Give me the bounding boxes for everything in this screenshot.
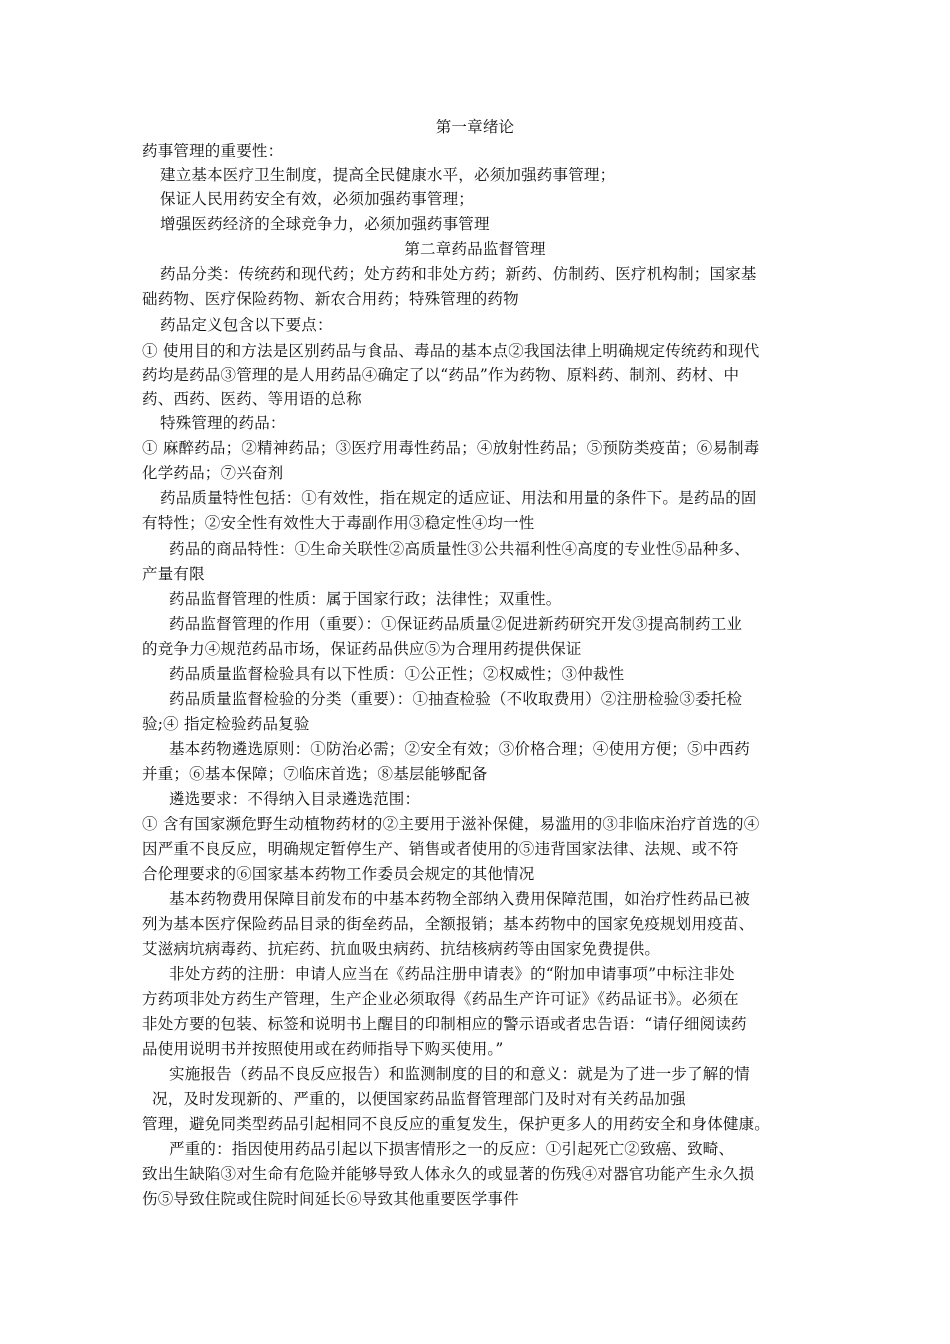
text-line: 管理，避免同类型药品引起相同不良反应的重复发生，保护更多人的用药安全和身体健康。 [142, 1115, 771, 1133]
text-line: 有特性；②安全性有效性大于毒副作用③稳定性④均一性 [142, 514, 535, 532]
chapter1-heading: 药事管理的重要性： [142, 142, 284, 160]
chapter1-title: 第一章绪论 [435, 118, 515, 136]
text-line: 基本药物遴选原则：①防治必需；②安全有效；③价格合理；④使用方便；⑤中西药 [169, 740, 750, 758]
text-line: 致出生缺陷③对生命有危险并能够导致人体永久的或显著的伤残④对器官功能产生永久损 [142, 1165, 755, 1183]
text-line: ① 使用目的和方法是区别药品与食品、毒品的基本点②我国法律上明确规定传统药和现代 [142, 342, 760, 360]
text-line: 药品质量监督检验具有以下性质：①公正性；②权威性；③仲裁性 [169, 665, 625, 683]
text-line: 严重的：指因使用药品引起以下损害情形之一的反应：①引起死亡②致癌、致畸、 [169, 1140, 735, 1158]
text-line: 遴选要求：不得纳入目录遴选范围： [169, 790, 421, 808]
text-line: 药、西药、医药、等用语的总称 [142, 390, 362, 408]
text-line: 实施报告（药品不良反应报告）和监测制度的目的和意义：就是为了进一步了解的情 [169, 1065, 750, 1083]
text-line: 基本药物费用保障目前发布的中基本药物全部纳入费用保障范围，如治疗性药品已被 [169, 890, 750, 908]
chapter2-title: 第二章药品监督管理 [404, 240, 546, 258]
text-line: 药品监督管理的作用（重要）：①保证药品质量②促进新药研究开发③提高制药工业 [169, 615, 743, 633]
text-line: 方药项非处方药生产管理，生产企业必须取得《药品生产许可证》《药品证书》。必须在 [142, 990, 739, 1008]
text-line: 列为基本医疗保险药品目录的街垒药品，全额报销；基本药物中的国家免疫规划用疫苗、 [142, 915, 755, 933]
chapter1-point-1: 建立基本医疗卫生制度，提高全民健康水平，必须加强药事管理； [160, 166, 616, 184]
text-line: 合伦理要求的⑥国家基本药物工作委员会规定的其他情况 [142, 865, 535, 883]
text-line: 品使用说明书并按照使用或在药师指导下购买使用。” [142, 1040, 504, 1058]
text-line: 因严重不良反应，明确规定暂停生产、销售或者使用的⑤违背国家法律、法规、或不符 [142, 840, 739, 858]
text-line: 并重；⑥基本保障；⑦临床首选；⑧基层能够配备 [142, 765, 488, 783]
text-line: 况，及时发现新的、严重的，以便国家药品监督管理部门及时对有关药品加强 [152, 1090, 686, 1108]
text-line: 药品的商品特性：①生命关联性②高质量性③公共福利性④高度的专业性⑤品种多、 [169, 540, 750, 558]
text-line: 验;④ 指定检验药品复验 [142, 715, 310, 733]
text-line: 药品分类：传统药和现代药；处方药和非处方药；新药、仿制药、医疗机构制；国家基 [160, 265, 757, 283]
text-line: 特殊管理的药品： [160, 414, 286, 432]
text-line: ① 含有国家濒危野生动植物药材的②主要用于滋补保健，易滥用的③非临床治疗首选的④ [142, 815, 760, 833]
text-line: 非处方药的注册：申请人应当在《药品注册申请表》的“附加申请事项”中标注非处 [169, 965, 735, 983]
text-line: 伤⑤导致住院或住院时间延长⑥导致其他重要医学事件 [142, 1190, 519, 1208]
text-line: 产量有限 [142, 565, 205, 583]
text-line: 艾滋病坑病毒药、抗疟药、抗血吸虫病药、抗结核病药等由国家免费提供。 [142, 940, 661, 958]
text-line: 药品定义包含以下要点： [160, 316, 333, 334]
text-line: 药均是药品③管理的是人用药品④确定了以“药品”作为药物、原料药、制剂、药材、中 [142, 366, 740, 384]
text-line: 化学药品；⑦兴奋剂 [142, 464, 284, 482]
text-line: 药品质量特性包括：①有效性，指在规定的适应证、用法和用量的条件下。是药品的固 [160, 489, 757, 507]
text-line: 非处方要的包装、标签和说明书上醒目的印制相应的警示语或者忠告语：“请仔细阅读药 [142, 1015, 747, 1033]
text-line: 的竞争力④规范药品市场，保证药品供应⑤为合理用药提供保证 [142, 640, 582, 658]
text-line: ① 麻醉药品；②精神药品；③医疗用毒性药品；④放射性药品；⑤预防类疫苗；⑥易制毒 [142, 439, 760, 457]
text-line: 药品监督管理的性质：属于国家行政；法律性；双重性。 [169, 590, 562, 608]
text-line: 础药物、医疗保险药物、新农合用药；特殊管理的药物 [142, 290, 519, 308]
text-line: 药品质量监督检验的分类（重要）：①抽查检验（不收取费用）②注册检验③委托检 [169, 690, 743, 708]
chapter1-point-2: 保证人民用药安全有效，必须加强药事管理； [160, 190, 475, 208]
chapter1-point-3: 增强医药经济的全球竞争力，必须加强药事管理 [160, 215, 490, 233]
